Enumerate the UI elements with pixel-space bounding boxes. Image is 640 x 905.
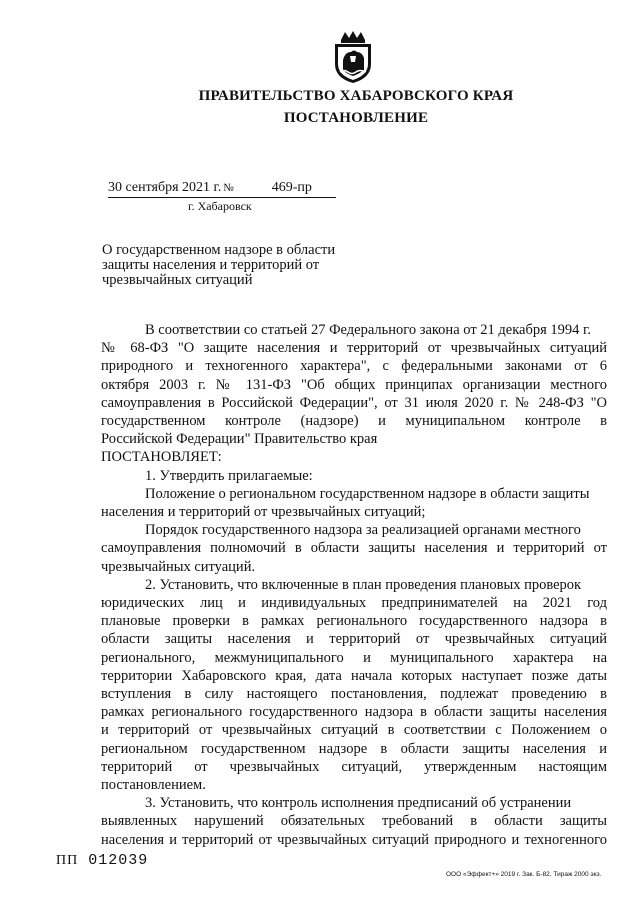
document-body	[101, 321, 607, 849]
form-code-prefix: ПП	[56, 853, 79, 868]
body-line: чрезвычайных ситуаций.	[101, 558, 256, 575]
body-line: вступления в силу настоящего постановления, подлежат проведению в	[101, 686, 607, 703]
body-line: природного и техногенного характера", с федеральными законами от 6	[101, 358, 607, 375]
body-line: плановые проверки в рамках регионального государственного надзора в	[101, 613, 607, 630]
body-line: населения и территорий от чрезвычайных ситуаций;	[101, 504, 426, 521]
body-line: регионального, межмуниципального и муниципального характера на	[101, 649, 607, 666]
date-underline	[108, 197, 336, 198]
body-line: юридических лиц и индивидуальных предпринимателей на 2021 год	[101, 595, 607, 612]
printing-info: ООО «Эффект+» 2019 г. Зак. Б-82. Тираж 2000 экз.	[446, 871, 602, 878]
body-line: 3. Установить, что контроль исполнения предписаний об устранении	[145, 795, 572, 812]
subject-line: О государственном надзоре в области	[102, 242, 336, 258]
subject-line: чрезвычайных ситуаций	[102, 272, 253, 288]
document-subject	[102, 243, 362, 288]
coat-of-arms-icon	[327, 30, 379, 84]
body-line: самоуправления в Российской Федерации", от 31 июля 2020 г. № 248-ФЗ "О	[101, 394, 607, 411]
document-number: 469-пр	[271, 180, 312, 195]
body-line: области защиты населения и территорий от чрезвычайных ситуаций	[101, 631, 607, 648]
form-code	[56, 852, 148, 869]
number-sign: №	[223, 182, 234, 194]
body-line: Российской Федерации" Правительство края	[101, 431, 378, 448]
body-line: государственном контроле (надзоре) и муниципальном контроле в	[101, 413, 607, 430]
body-line: населения и территорий от чрезвычайных ситуаций природного и техногенного	[101, 831, 607, 848]
body-line: В соответствии со статьей 27 Федерального закона от 21 декабря 1994 г.	[145, 322, 591, 338]
body-line: территорий от чрезвычайных ситуаций, утвержденным настоящим	[101, 758, 607, 775]
date-number-line	[108, 180, 312, 196]
document-type: ПОСТАНОВЛЕНИЕ	[283, 110, 429, 126]
body-line: № 68-ФЗ "О защите населения и территорий от чрезвычайных ситуаций	[101, 340, 607, 357]
body-line: и территорий от чрезвычайных ситуаций в соответствии с Положением о	[101, 722, 607, 739]
body-line: выявленных нарушений обязательных требований в области защиты	[101, 813, 607, 830]
body-line: территории Хабаровского края, дата начала которых наступает позже даты	[101, 667, 607, 684]
subject-line: защиты населения и территорий от	[102, 257, 320, 273]
body-line: 1. Утвердить прилагаемые:	[145, 467, 313, 484]
body-line: Положение о региональном государственном надзоре в области защиты	[145, 485, 590, 502]
body-line: Порядок государственного надзора за реализацией органами местного	[145, 522, 581, 539]
body-line: региональном государственном надзоре в области защиты населения и	[101, 740, 607, 757]
form-code-number: 012039	[88, 852, 149, 869]
body-line: октября 2003 г. № 131-ФЗ "Об общих принципах организации местного	[101, 376, 607, 393]
body-line: ПОСТАНОВЛЯЕТ:	[101, 449, 222, 466]
body-line: постановлением.	[101, 777, 206, 794]
body-line: рамках регионального государственного надзора в области защиты населения	[101, 704, 607, 721]
city: г. Хабаровск	[188, 199, 252, 213]
body-line: 2. Установить, что включенные в план проведения плановых проверок	[145, 576, 582, 593]
organization-title: ПРАВИТЕЛЬСТВО ХАБАРОВСКОГО КРАЯ	[198, 88, 514, 104]
document-date: 30 сентября 2021 г.	[108, 180, 222, 195]
body-line: самоуправления полномочий в области защиты населения и территорий от	[101, 540, 607, 557]
